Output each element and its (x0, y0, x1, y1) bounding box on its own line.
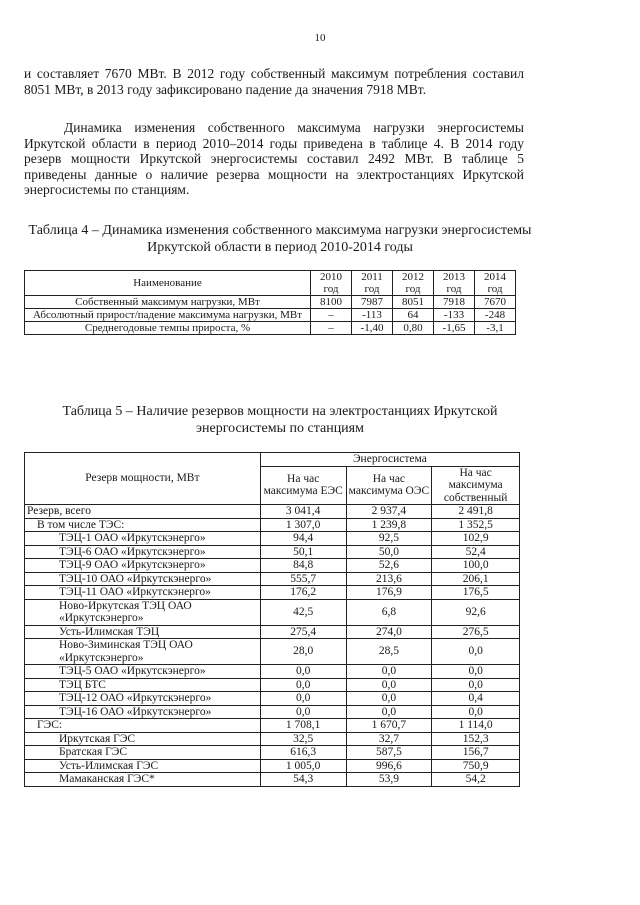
table5-group-header: Энергосистема (260, 453, 519, 467)
table4-cell: -1,40 (352, 322, 393, 335)
table5-cell: 0,0 (260, 678, 346, 692)
table5-row-header: Резерв мощности, МВт (25, 453, 261, 505)
table5-cell: 0,0 (346, 705, 432, 719)
table5-cell: 28,0 (260, 639, 346, 665)
table5-cell: 176,5 (432, 586, 520, 600)
table5-row-label: ТЭЦ БТС (25, 678, 261, 692)
table4-cell: -3,1 (475, 322, 516, 335)
table5-row-label: ТЭЦ-16 ОАО «Иркутскэнерго» (25, 705, 261, 719)
table5-cell: 176,9 (346, 586, 432, 600)
table-row (25, 545, 520, 559)
table5-cell: 52,4 (432, 545, 520, 559)
table5-cell: 274,0 (346, 625, 432, 639)
table5-cell: 0,0 (260, 692, 346, 706)
year-unit: год (323, 283, 339, 295)
page-number: 10 (314, 32, 326, 44)
table5-cell: 100,0 (432, 559, 520, 573)
table5-cell: 275,4 (260, 625, 346, 639)
table4-cell: -113 (352, 309, 393, 322)
table5-cell: 0,0 (260, 705, 346, 719)
table5-cell: 1 352,5 (432, 518, 520, 532)
table5-column-header: На час максимума ЕЭС (260, 466, 346, 505)
table-row (25, 559, 520, 573)
table5-cell: 1 307,0 (260, 518, 346, 532)
year-unit: год (446, 283, 462, 295)
table5-cell: 1 239,8 (346, 518, 432, 532)
table4-cell: -1,65 (434, 322, 475, 335)
table5-cell: 176,2 (260, 586, 346, 600)
table5-cell: 0,0 (432, 639, 520, 665)
table5-cell: 1 114,0 (432, 719, 520, 733)
table4-cell: 64 (393, 309, 434, 322)
table5-cell: 50,0 (346, 545, 432, 559)
table5-header-row-1 (25, 453, 520, 467)
table5-column-header: На час максимума собственный (432, 466, 520, 505)
table4-cell: 7987 (352, 296, 393, 309)
table5-row-label: ТЭЦ-11 ОАО «Иркутскэнерго» (25, 586, 261, 600)
table-row (25, 705, 520, 719)
table4-year-header (352, 271, 393, 296)
table5-cell: 94,4 (260, 532, 346, 546)
year-unit: год (487, 283, 503, 295)
table-row (25, 665, 520, 679)
table5-cell: 587,5 (346, 746, 432, 760)
table4-year-header (393, 271, 434, 296)
table5-cell: 206,1 (432, 572, 520, 586)
table4 (24, 270, 516, 335)
table5-cell: 32,7 (346, 732, 432, 746)
table5-row-label: ТЭЦ-9 ОАО «Иркутскэнерго» (25, 559, 261, 573)
table5-cell: 0,0 (432, 705, 520, 719)
table4-cell: 7918 (434, 296, 475, 309)
table4-year-header (434, 271, 475, 296)
paragraph-2: Динамика изменения собственного максимума нагрузки энергосистемы Иркутской области в период 2010–2014 годы приведена в таблице 4. В 2014 году резерв мощности Иркутской энергосистемы составил 2492 МВт. В таблице 5 приведены данные о наличие резерва мощности на электростанциях Иркутской энергосистемы по станциям. (24, 120, 524, 197)
table5-cell: 0,0 (346, 665, 432, 679)
table5-cell: 156,7 (432, 746, 520, 760)
table5-cell: 53,9 (346, 773, 432, 787)
table5-cell: 32,5 (260, 732, 346, 746)
table5-cell: 92,6 (432, 599, 520, 625)
year-value: 2012 (402, 271, 424, 283)
table-row (25, 572, 520, 586)
table5-row-label: Мамаканская ГЭС* (25, 773, 261, 787)
table5-row-label: Иркутская ГЭС (25, 732, 261, 746)
table-row (25, 639, 520, 665)
table5-cell: 0,0 (346, 678, 432, 692)
table5-cell: 276,5 (432, 625, 520, 639)
table5-row-label: В том числе ТЭС: (25, 518, 261, 532)
table4-cell: -248 (475, 309, 516, 322)
table5-cell: 616,3 (260, 746, 346, 760)
table4-row-label: Среднегодовые темпы прироста, % (25, 322, 311, 335)
table5-cell: 6,8 (346, 599, 432, 625)
table5-row-label: ТЭЦ-10 ОАО «Иркутскэнерго» (25, 572, 261, 586)
table5-cell: 0,0 (432, 678, 520, 692)
table5-cell: 2 937,4 (346, 505, 432, 519)
table4-row-label: Абсолютный прирост/падение максимума нагрузки, МВт (25, 309, 311, 322)
table-row (25, 309, 516, 322)
table4-cell: – (311, 322, 352, 335)
table-row (25, 505, 520, 519)
table5-column-header: На час максимума ОЭС (346, 466, 432, 505)
table4-header-row (25, 271, 516, 296)
year-value: 2011 (361, 271, 383, 283)
table4-year-header (475, 271, 516, 296)
table4-cell: 7670 (475, 296, 516, 309)
table5-row-label: ГЭС: (25, 719, 261, 733)
table-row (25, 759, 520, 773)
table5 (24, 452, 520, 787)
year-value: 2010 (320, 271, 342, 283)
year-value: 2013 (443, 271, 465, 283)
table4-name-header: Наименование (25, 271, 311, 296)
table-row (25, 719, 520, 733)
table5-cell: 52,6 (346, 559, 432, 573)
table5-cell: 50,1 (260, 545, 346, 559)
table5-cell: 1 005,0 (260, 759, 346, 773)
table5-row-label: ТЭЦ-6 ОАО «Иркутскэнерго» (25, 545, 261, 559)
table4-year-header (311, 271, 352, 296)
table5-cell: 996,6 (346, 759, 432, 773)
table4-row-label: Собственный максимум нагрузки, МВт (25, 296, 311, 309)
table5-cell: 42,5 (260, 599, 346, 625)
table5-row-label: Усть-Илимская ГЭС (25, 759, 261, 773)
table-row (25, 625, 520, 639)
table5-caption: Таблица 5 – Наличие резервов мощности на электростанциях Иркутской энергосистемы по станциям (62, 404, 498, 436)
table-row (25, 692, 520, 706)
table5-cell: 102,9 (432, 532, 520, 546)
table5-row-label: Братская ГЭС (25, 746, 261, 760)
table4-cell: 8100 (311, 296, 352, 309)
table5-cell: 152,3 (432, 732, 520, 746)
table-row (25, 773, 520, 787)
table5-row-label: Резерв, всего (25, 505, 261, 519)
table-row (25, 599, 520, 625)
table-row (25, 586, 520, 600)
table5-row-label: ТЭЦ-12 ОАО «Иркутскэнерго» (25, 692, 261, 706)
table5-row-label: Ново-Иркутская ТЭЦ ОАО «Иркутскэнерго» (25, 599, 261, 625)
table5-cell: 54,3 (260, 773, 346, 787)
table-row (25, 732, 520, 746)
table-row (25, 746, 520, 760)
table5-cell: 555,7 (260, 572, 346, 586)
table5-cell: 2 491,8 (432, 505, 520, 519)
table4-cell: 8051 (393, 296, 434, 309)
table4-cell: – (311, 309, 352, 322)
table5-row-label: Усть-Илимская ТЭЦ (25, 625, 261, 639)
table5-row-label: Ново-Зиминская ТЭЦ ОАО «Иркутскэнерго» (25, 639, 261, 665)
paragraph-1: и составляет 7670 МВт. В 2012 году собственный максимум потребления составил 8051 МВт, в 2013 году зафиксировано падение да значения 7918 МВт. (24, 66, 524, 97)
table-row (25, 296, 516, 309)
year-unit: год (405, 283, 421, 295)
table5-cell: 0,0 (260, 665, 346, 679)
table5-row-label: ТЭЦ-1 ОАО «Иркутскэнерго» (25, 532, 261, 546)
table4-cell: -133 (434, 309, 475, 322)
table5-cell: 92,5 (346, 532, 432, 546)
table-row (25, 678, 520, 692)
table5-cell: 84,8 (260, 559, 346, 573)
table5-cell: 0,0 (346, 692, 432, 706)
table4-cell: 0,80 (393, 322, 434, 335)
table-row (25, 322, 516, 335)
year-value: 2014 (484, 271, 506, 283)
table5-cell: 213,6 (346, 572, 432, 586)
table5-cell: 1 670,7 (346, 719, 432, 733)
table5-cell: 3 041,4 (260, 505, 346, 519)
table5-row-label: ТЭЦ-5 ОАО «Иркутскэнерго» (25, 665, 261, 679)
table5-cell: 1 708,1 (260, 719, 346, 733)
table5-cell: 0,4 (432, 692, 520, 706)
year-unit: год (364, 283, 380, 295)
table-row (25, 532, 520, 546)
table4-caption: Таблица 4 – Динамика изменения собственного максимума нагрузки энергосистемы Иркутской области в период 2010-2014 годы (28, 223, 532, 255)
table5-cell: 750,9 (432, 759, 520, 773)
table-row (25, 518, 520, 532)
table5-cell: 54,2 (432, 773, 520, 787)
table5-cell: 28,5 (346, 639, 432, 665)
table5-cell: 0,0 (432, 665, 520, 679)
